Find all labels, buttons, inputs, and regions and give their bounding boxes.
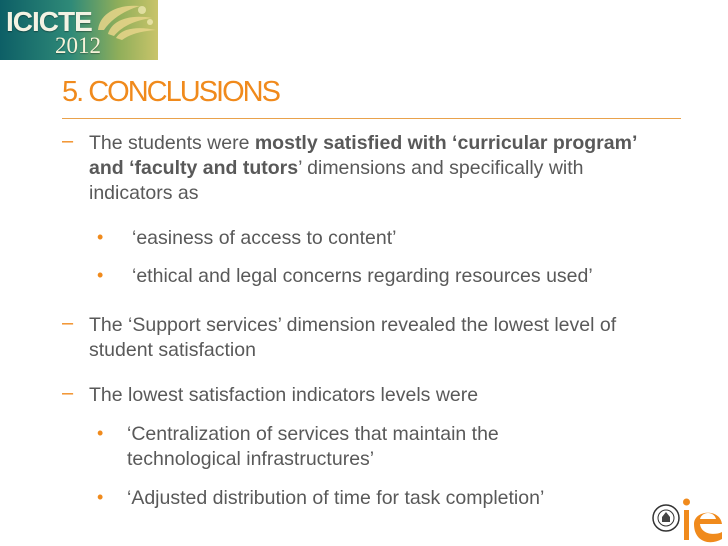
dot-bullet-3a: •	[97, 423, 104, 443]
slide-title: 5. CONCLUSIONS	[62, 76, 279, 108]
dot-bullet-3b: •	[97, 487, 104, 507]
bullet-1-bold: mostly satisfied with ‘curricular program’ and ‘faculty and tutors	[89, 132, 637, 179]
bullet-1-pre: The students were	[89, 132, 255, 154]
icicte-logo	[0, 0, 158, 60]
dot-bullet-1b: •	[97, 265, 104, 285]
bullet-3: The lowest satisfaction indicators levels were	[89, 384, 479, 406]
dot-bullet-1a: •	[97, 227, 104, 247]
ie-logo	[650, 490, 728, 546]
bullet-1	[89, 131, 649, 206]
title-divider	[62, 118, 681, 119]
sub-bullet-3b: ‘Adjusted distribution of time for task completion’	[127, 487, 545, 509]
sub-bullet-1a: ‘easiness of access to content’	[132, 227, 397, 249]
bullet-2: The ‘Support services’ dimension revealed the lowest level of student satisfaction	[89, 314, 617, 361]
logo-wordmark: ICICTE	[6, 6, 92, 37]
sub-bullet-3a: ‘Centralization of services that maintain the technological infrastructures’	[127, 423, 499, 470]
logo-year: 2012	[55, 33, 101, 58]
dash-bullet-3: –	[62, 382, 74, 404]
sub-bullet-1b: ‘ethical and legal concerns regarding resources used’	[132, 265, 593, 287]
dash-bullet-2: –	[62, 312, 74, 334]
dash-bullet-1: –	[62, 130, 74, 152]
bullet-1-post: ’ dimensions and specifically with indicators as	[89, 157, 584, 204]
